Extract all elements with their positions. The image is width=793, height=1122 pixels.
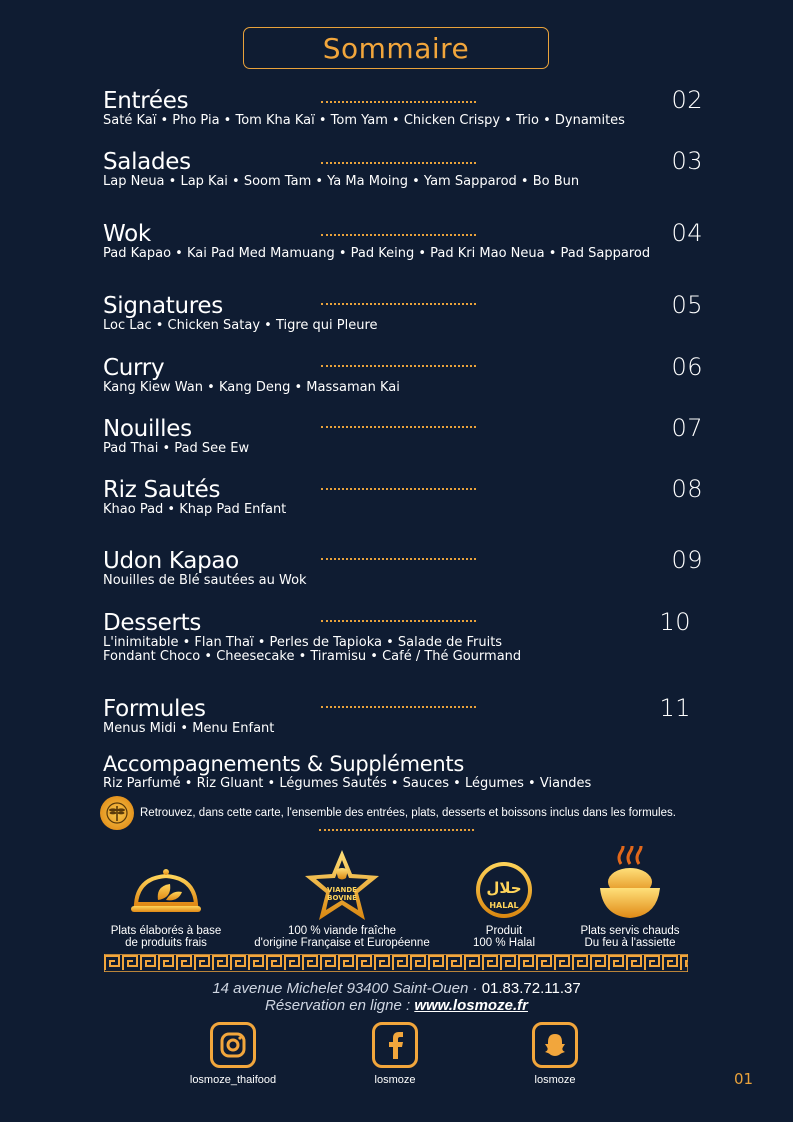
snapchat-icon[interactable] (532, 1022, 578, 1068)
section-page: 03 (671, 147, 703, 175)
instagram-icon[interactable] (210, 1022, 256, 1068)
section-page: 10 (659, 608, 691, 636)
section-items: Nouilles de Blé sautées au Wok (103, 573, 307, 588)
dot-leader (321, 706, 476, 708)
section-page: 05 (671, 291, 703, 319)
formula-note: Retrouvez, dans cette carte, l'ensemble des entrées, plats, desserts et boissons inclus dans les formules. (140, 807, 676, 819)
dot-leader (321, 488, 476, 490)
section-page: 08 (671, 475, 703, 503)
badge-caption: Produit 100 % Halal (472, 925, 535, 949)
social-facebook[interactable] (330, 1022, 460, 1086)
svg-text:VIANDE: VIANDE (327, 886, 357, 894)
facebook-icon[interactable] (372, 1022, 418, 1068)
section-items: Lap Neua • Lap Kai • Soom Tam • Ya Ma Moing • Yam Sapparod • Bo Bun (103, 174, 580, 189)
dot-leader (321, 234, 476, 236)
section-name: Desserts (103, 610, 202, 636)
social-handle: losmoze (534, 1074, 576, 1086)
section-items: Riz Parfumé • Riz Gluant • Légumes Sautés • Sauces • Légumes • Viandes (103, 776, 592, 791)
badge-caption: Plats servis chauds Du feu à l'assiette (580, 925, 680, 949)
dot-leader (319, 829, 474, 831)
social-handle: losmoze_thaifood (189, 1074, 277, 1086)
section-salades (103, 149, 703, 189)
section-accompagnements (103, 751, 703, 791)
section-curry (103, 355, 703, 395)
dragonfly-icon (100, 796, 134, 830)
greek-key-border (104, 954, 688, 972)
section-name: Entrées (103, 88, 189, 114)
dot-leader (321, 558, 476, 560)
section-items: Menus Midi • Menu Enfant (103, 721, 275, 736)
badges-row (96, 842, 700, 952)
cloche-leaf-icon (76, 842, 256, 922)
social-handle: losmoze (374, 1074, 416, 1086)
section-items: Loc Lac • Chicken Satay • Tigre qui Pleure (103, 318, 378, 333)
section-name: Accompagnements & Suppléments (103, 752, 464, 776)
section-name: Signatures (103, 293, 223, 319)
address-line: 14 avenue Michelet 93400 Saint-Ouen (212, 980, 469, 997)
section-entrees (103, 88, 703, 128)
section-name: Riz Sautés (103, 477, 221, 503)
address-block: 14 avenue Michelet 93400 Saint-Ouen · 01.83.72.11.37 Réservation en ligne : www.losmoze.fr (212, 980, 581, 1014)
title-box (243, 27, 549, 69)
viande-bovine-star-icon (252, 842, 432, 922)
section-riz-sautes (103, 477, 703, 517)
section-nouilles (103, 416, 703, 456)
dot-leader (321, 162, 476, 164)
social-instagram[interactable] (168, 1022, 298, 1086)
section-formules (103, 696, 703, 736)
phone-number[interactable]: 01.83.72.11.37 (481, 980, 581, 997)
formula-note-row (100, 795, 700, 831)
section-page: 09 (671, 546, 703, 574)
section-items: Kang Kiew Wan • Kang Deng • Massaman Kai (103, 380, 400, 395)
section-page: 11 (659, 694, 691, 722)
section-items: Fondant Choco • Cheesecake • Tiramisu • Café / Thé Gourmand (103, 649, 522, 664)
section-page: 06 (671, 353, 703, 381)
reservation-label: Réservation en ligne : (265, 997, 411, 1014)
section-name: Nouilles (103, 416, 192, 442)
section-wok (103, 221, 703, 261)
section-items: Pad Thai • Pad See Ew (103, 441, 250, 456)
badge-caption: Plats élaborés à base de produits frais (110, 925, 222, 949)
svg-text:حلال: حلال (486, 879, 522, 897)
dot-leader (321, 365, 476, 367)
social-snapchat[interactable] (490, 1022, 620, 1086)
section-items: Khao Pad • Khap Pad Enfant (103, 502, 287, 517)
website-link[interactable]: www.losmoze.fr (414, 997, 528, 1014)
svg-text:HALAL: HALAL (489, 901, 519, 910)
section-items: Saté Kaï • Pho Pia • Tom Kha Kaï • Tom Yam • Chicken Crispy • Trio • Dynamites (103, 113, 625, 128)
steaming-bowl-icon (540, 842, 720, 922)
svg-text:BOVINE: BOVINE (327, 894, 357, 902)
section-items: Pad Kapao • Kai Pad Med Mamuang • Pad Keing • Pad Kri Mao Neua • Pad Sapparod (103, 246, 651, 261)
section-items: L'inimitable • Flan Thaï • Perles de Tapioka • Salade de Fruits (103, 635, 503, 650)
section-page: 02 (671, 86, 703, 114)
section-page: 04 (671, 219, 703, 247)
section-page: 07 (671, 414, 703, 442)
section-name: Wok (103, 221, 151, 247)
section-desserts (103, 610, 703, 664)
badge-produits-frais (76, 842, 256, 949)
dot-leader (321, 101, 476, 103)
section-name: Udon Kapao (103, 548, 239, 574)
badge-caption: 100 % viande fraîche d'origine Française et Européenne (254, 925, 430, 949)
badge-viande-bovine (252, 842, 432, 949)
section-signatures (103, 293, 703, 333)
section-name: Salades (103, 149, 191, 175)
section-name: Curry (103, 355, 165, 381)
section-udon-kapao (103, 548, 703, 588)
page-title: Sommaire (322, 31, 470, 65)
dot-leader (321, 620, 476, 622)
dot-leader (321, 303, 476, 305)
page-number: 01 (734, 1070, 754, 1088)
section-name: Formules (103, 696, 206, 722)
badge-plats-chauds (540, 842, 720, 949)
dot-leader (321, 426, 476, 428)
